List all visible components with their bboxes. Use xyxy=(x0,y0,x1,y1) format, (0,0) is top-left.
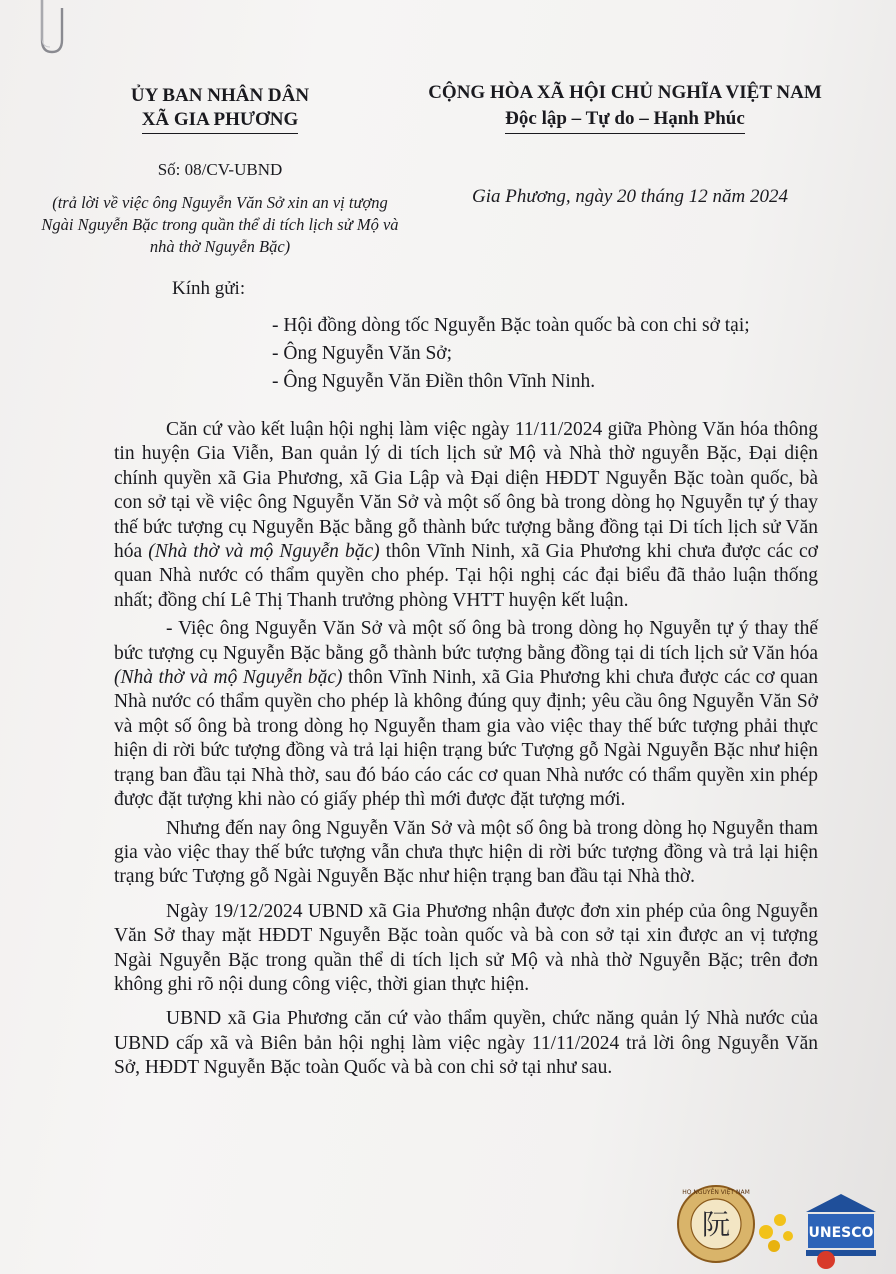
paperclip-icon xyxy=(36,0,70,62)
recipient-item: - Ông Nguyễn Văn Sở; xyxy=(272,343,453,364)
unesco-emblem-icon xyxy=(806,1194,876,1269)
letter-body xyxy=(114,418,818,1091)
paragraph-status: Nhưng đến nay ông Nguyễn Văn Sở và một số ông bà trong dòng họ Nguyễn tham gia vào việc thay thế bức tượng vẫn chưa thực hiện di rời bức tượng đồng và trả lại hiện trạng bức Tượng gỗ Ngài Nguyễn Bặc như hiện trạng ban đầu tại Nhà thờ. xyxy=(114,817,818,888)
paragraph-request: Ngày 19/12/2024 UBND xã Gia Phương nhận được đơn xin phép của ông Nguyễn Văn Sở thay mặt HĐDT Nguyễn Bặc toàn quốc và bà con sở tại xin được an vị tượng Ngài Nguyễn Bặc trong quần thể di tích lịch sử Mộ và nhà thờ Nguyễn Bặc; trên đơn không ghi rõ nội dung công việc, thời gian thực hiện. xyxy=(114,900,818,995)
paragraph-response: UBND xã Gia Phương căn cứ vào thẩm quyền, chức năng quản lý Nhà nước của UBND cấp xã và Biên bản hội nghị làm việc ngày 11/11/2024 trả lời ông Nguyễn Văn Sở, HĐDT Nguyễn Bặc toàn Quốc và bà con chi sở tại như sau. xyxy=(114,1008,818,1079)
salutation: Kính gửi: xyxy=(172,278,246,299)
recipient-item: - Ông Nguyễn Văn Điền thôn Vĩnh Ninh. xyxy=(272,371,596,392)
authority-line-1: ỦY BAN NHÂN DÂN xyxy=(130,85,310,106)
issuing-authority xyxy=(90,84,350,134)
authority-line-2: XÃ GIA PHƯƠNG xyxy=(142,108,299,134)
national-motto: Độc lập – Tự do – Hạnh Phúc xyxy=(505,106,745,134)
clan-seal-icon xyxy=(678,1186,754,1262)
nation-name: CỘNG HÒA XÃ HỘI CHỦ NGHĨA VIỆT NAM xyxy=(428,82,822,103)
national-header xyxy=(400,80,850,134)
recipient-item: - Hội đồng dòng tốc Nguyễn Bặc toàn quốc bà con chi sở tại; xyxy=(272,315,750,336)
paragraph-conclusion: - Việc ông Nguyễn Văn Sở và một số ông bà trong dòng họ Nguyễn tự ý thay thế bức tượng cụ Nguyễn Bặc bằng gỗ thành bức tượng bằng đồng tại di tích lịch sử Văn hóa (Nhà thờ và mộ Nguyễn bặc) thôn Vĩnh Ninh, xã Gia Phương khi chưa được các cơ quan Nhà nước có thẩm quyền cho phép là không đúng quy định; yêu cầu ông Nguyễn Văn Sở và một số ông bà trong dòng họ Nguyễn tham gia vào việc thay thế bức tượng phải thực hiện di rời bức tượng đồng và trả lại hiện trạng bức Tượng gỗ Ngài Nguyễn Bặc như hiện trạng ban đầu tại Nhà thờ, sau đó báo cáo các cơ quan Nhà nước có thẩm quyền xin phép được đặt tượng khi nào có giấy phép thì mới được đặt tượng mới. xyxy=(114,618,818,811)
place-date: Gia Phương, ngày 20 tháng 12 năm 2024 xyxy=(471,186,789,207)
watermark-logos xyxy=(676,1180,876,1270)
document-subject: (trả lời về việc ông Nguyễn Văn Sở xin an vị tượng Ngài Nguyễn Bặc trong quần thể di tích lịch sử Mộ và nhà thờ Nguyễn Bặc) xyxy=(41,193,399,256)
document-number: Số: 08/CV-UBND xyxy=(157,160,283,179)
svg-text:HỌ NGUYỄN VIỆT NAM: HỌ NGUYỄN VIỆT NAM xyxy=(682,1189,750,1196)
flower-icon xyxy=(759,1214,793,1252)
svg-text:阮: 阮 xyxy=(701,1208,731,1241)
paragraph-basis: Căn cứ vào kết luận hội nghị làm việc ngày 11/11/2024 giữa Phòng Văn hóa thông tin huyện Gia Viễn, Ban quản lý di tích lịch sử Mộ và Nhà thờ nguyễn Bặc, Đại diện chính quyền xã Gia Phương, xã Gia Lập và Đại diện HĐDT Nguyễn Bặc toàn quốc, bà con sở tại về việc ông Nguyễn Văn Sở và một số ông bà trong dòng họ Nguyễn tự ý thay thế bức tượng cụ Nguyễn Bặc bằng gỗ thành bức tượng bằng đồng tại Di tích lịch sử Văn hóa (Nhà thờ và mộ Nguyễn bặc) thôn Vĩnh Ninh, xã Gia Phương khi chưa được các cơ quan Nhà nước có thẩm quyền cho phép. Tại hội nghị các đại biểu đã thảo luận thống nhất; đồng chí Lê Thị Thanh trưởng phòng VHTT huyện kết luận. xyxy=(114,419,818,611)
recipient-list xyxy=(272,312,750,396)
svg-text:UNESCO: UNESCO xyxy=(808,1225,874,1241)
